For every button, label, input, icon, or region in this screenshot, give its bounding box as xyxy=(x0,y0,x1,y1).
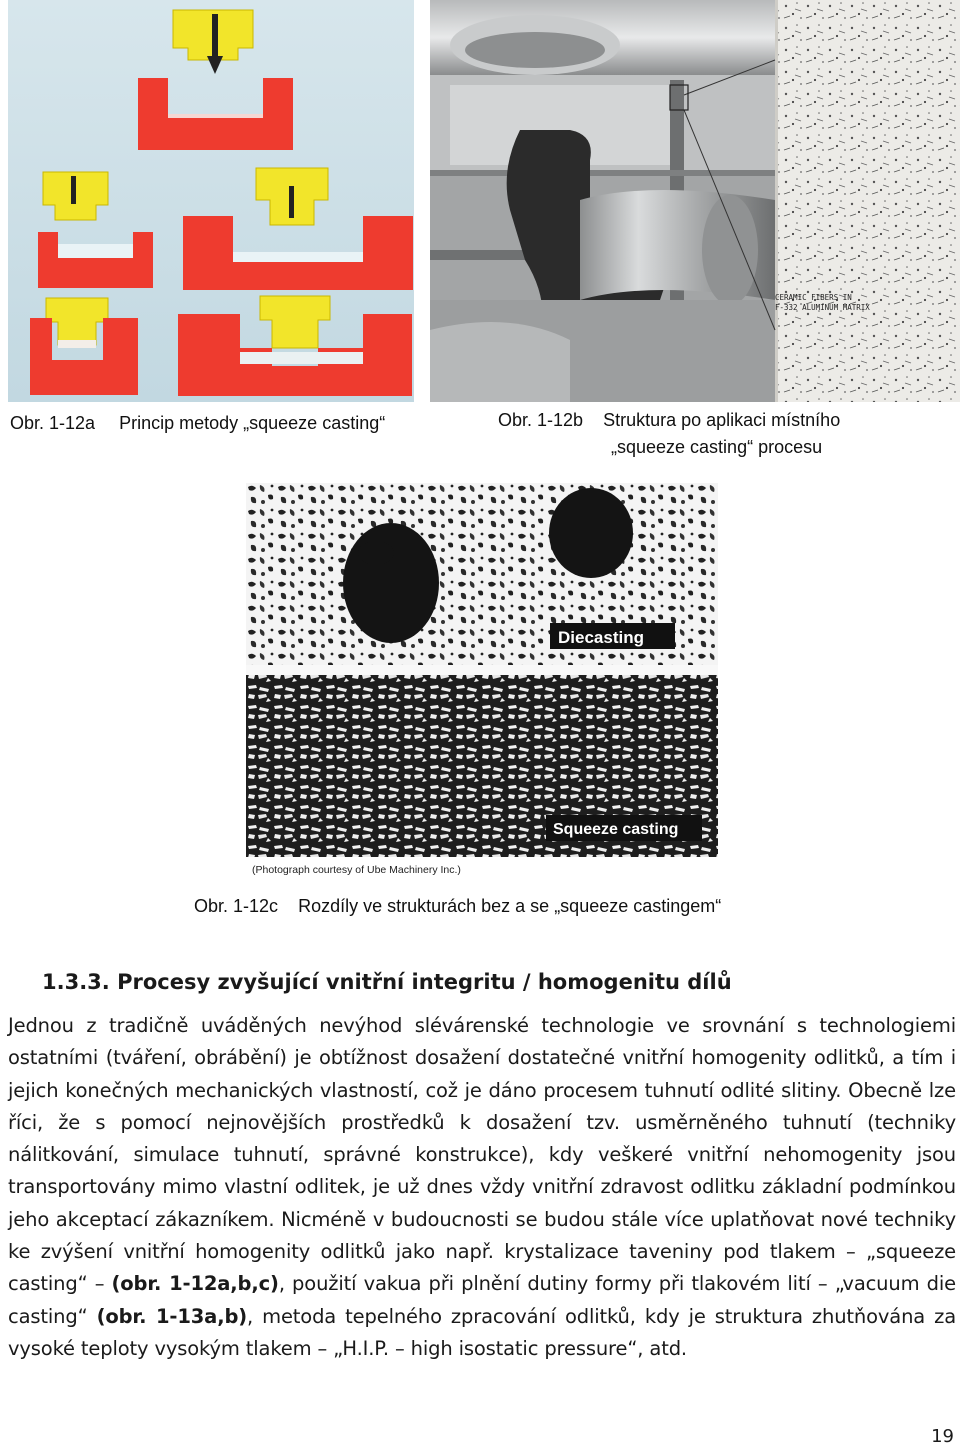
section-number: 1.3.3. xyxy=(42,970,110,994)
photo-credit: (Photograph courtesy of Ube Machinery Inc.) xyxy=(252,864,461,876)
caption-fig-c-label: Obr. 1-12c xyxy=(194,896,279,916)
caption-fig-c xyxy=(194,896,721,917)
structure-comparison-photo xyxy=(246,483,718,879)
caption-fig-b-text-line1: Struktura po aplikaci místního xyxy=(603,410,841,430)
caption-fig-b xyxy=(498,410,840,431)
caption-fig-c-text: Rozdíly ve strukturách bez a se „squeeze castingem“ xyxy=(298,896,722,916)
squeeze-casting-schematic xyxy=(8,0,414,402)
figure-piston-structure xyxy=(430,0,960,402)
body-text-part-3: , metoda tepelného zpracování odlitků, kdy je struktura zhutňována za vysoké teploty vysokým tlakem – „H.I.P. – high isostatic pressure“, atd. xyxy=(8,1304,957,1360)
figure-reference-2: (obr. 1-13a,b) xyxy=(96,1304,248,1328)
caption-fig-b-label: Obr. 1-12b xyxy=(498,410,584,430)
caption-fig-b-line2 xyxy=(611,437,822,458)
page-number: 19 xyxy=(931,1426,954,1447)
caption-fig-b-text-line2: „squeeze casting“ procesu xyxy=(611,437,823,457)
caption-fig-a-text: Princip metody „squeeze casting“ xyxy=(119,413,386,433)
label-diecasting: Diecasting xyxy=(558,628,644,647)
piston-cross-section-image xyxy=(430,0,960,402)
section-title: Procesy zvyšující vnitřní integritu / homogenitu dílů xyxy=(117,970,732,994)
figure-structure-comparison xyxy=(246,483,718,879)
figure-squeeze-casting-principle xyxy=(8,0,414,402)
caption-fig-a-label: Obr. 1-12a xyxy=(10,413,96,433)
label-squeeze-casting: Squeeze casting xyxy=(553,821,679,838)
section-heading xyxy=(42,970,732,994)
inset-label-line-2: F-332 ALUMINUM MATRIX xyxy=(775,303,870,312)
figure-reference-1: (obr. 1-12a,b,c) xyxy=(111,1272,279,1296)
inset-label-line-1: CERAMIC FIBERS IN xyxy=(775,293,852,302)
body-text-part-1: Jednou z tradičně uváděných nevýhod slévárenské technologie ve srovnání s technologiemi ostatními (tváření, obrábění) je obtížnost dosažení dostatečné vnitřní homogenity odlitků, a tím i jejich konečných mechanických vlastností, což je dáno procesem tuhnutí odlité slitiny. Obecně lze říci, že s pomocí nejnovějších prostředků k dosažení tzv. usměrněného tuhnutí (techniky nálitkování, simulace tuhnutí, správné konstrukce), kdy veškeré vnitřní nehomogenity jsou transportovány mimo vlastní odlitek, je už dnes vždy vnitřní zdravost odlitku základní podmínkou jeho akceptací zákazníkem. Nicméně v budoucnosti se budou stále více uplatňovat nové techniky ke zvýšení vnitřní homogenity odlitků jako např. krystalizace taveniny pod tlakem – „squeeze casting“ – xyxy=(8,1014,956,1296)
body-text-part-2: , použití vakua při plnění dutiny formy při tlakovém lití – „vacuum die casting“ xyxy=(8,1272,956,1328)
body-paragraph xyxy=(8,1010,956,1365)
caption-fig-a xyxy=(10,413,385,434)
